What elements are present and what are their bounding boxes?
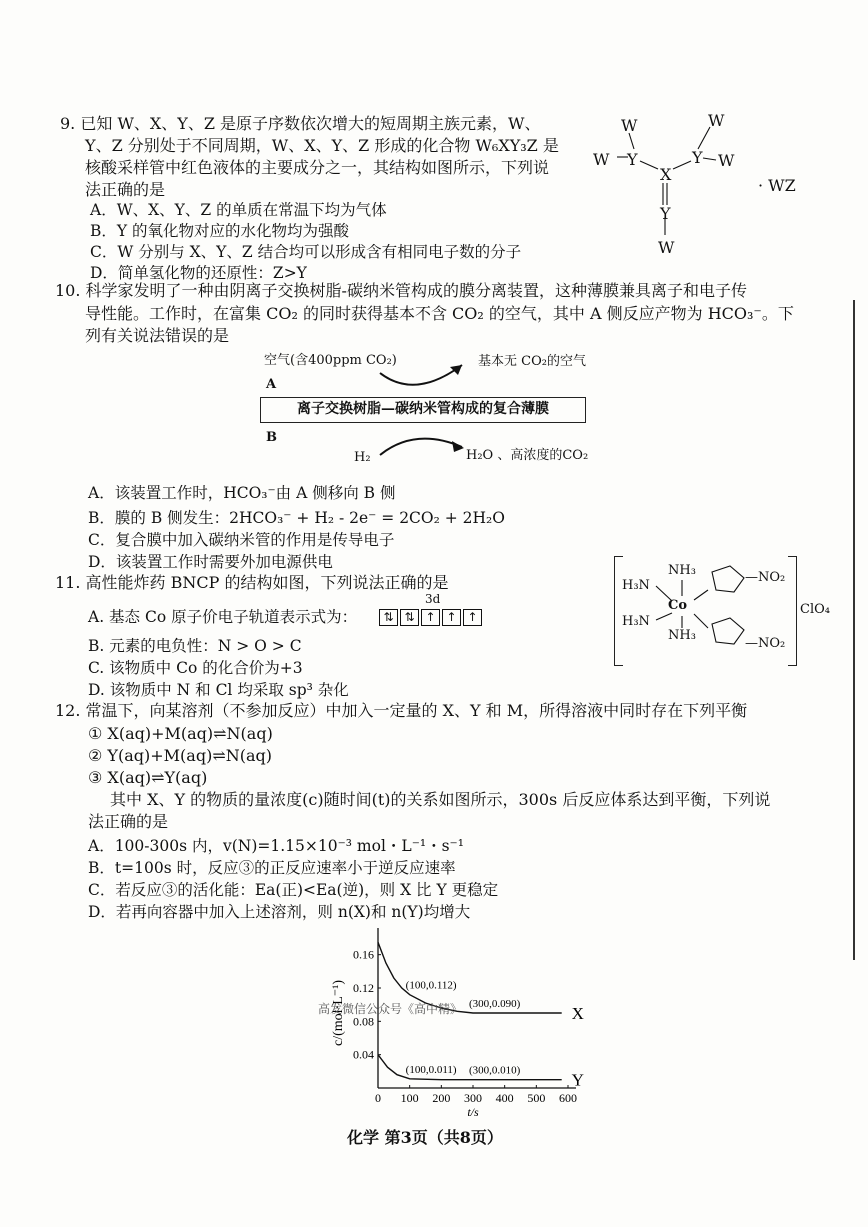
q9-option-b: B．Y 的氧化物对应的水化物均为强酸 (90, 222, 350, 240)
orbital-box: ⇅ (379, 609, 398, 626)
q9-stem-line2: Y、Z 分别处于不同周期，W、X、Y、Z 形成的化合物 W₆XY₃Z 是 (85, 136, 559, 155)
q11-option-c: C. 该物质中 Co 的化合价为+3 (88, 659, 303, 677)
q11-nh3-2: NH₃ (668, 628, 696, 643)
series-label-X: X (571, 1004, 584, 1023)
q12-option-d: D．若再向容器中加入上述溶剂，则 n(X)和 n(Y)均增大 (88, 903, 471, 921)
orbital-box: ↑ (421, 609, 440, 626)
q11-stem: 11. 高性能炸药 BNCP 的结构如图，下列说法正确的是 (55, 573, 449, 592)
data-annotation: (100,0.011) (405, 1063, 457, 1076)
q12-stem-line2: 其中 X、Y 的物质的量浓度(c)随时间(t)的关系如图所示，300s 后反应体系达到平衡，下列说 (110, 790, 771, 809)
x-tick-label: 200 (432, 1091, 451, 1105)
q12-eq1: ① X(aq)+M(aq)⇌N(aq) (88, 724, 273, 743)
q11-option-d: D. 该物质中 N 和 Cl 均采取 sp³ 杂化 (88, 681, 349, 699)
q10-air-in: 空气(含400ppm CO₂) (264, 353, 397, 368)
q10-air-out: 基本无 CO₂的空气 (478, 354, 586, 369)
y-tick-label: 0.08 (353, 1014, 374, 1029)
q10-option-b: B．膜的 B 侧发生：2HCO₃⁻ + H₂ - 2e⁻ = 2CO₂ + 2H₂O (88, 509, 505, 527)
q10-h2: H₂ (354, 450, 371, 465)
y-axis-label: c/(mol·L⁻¹) (331, 979, 346, 1047)
x-tick-label: 400 (495, 1091, 514, 1105)
q9-atom-x: X (660, 165, 672, 184)
x-tick-label: 0 (375, 1091, 381, 1105)
q10-option-d: D．该装置工作时需要外加电源供电 (88, 553, 333, 571)
q11-h3n-2: H₃N (622, 614, 650, 629)
q12-eq2: ② Y(aq)+M(aq)⇌N(aq) (88, 746, 272, 765)
y-tick-label: 0.12 (353, 981, 374, 995)
q9-atom-w5: W (658, 238, 675, 257)
x-tick-label: 500 (527, 1091, 546, 1105)
q9-atom-w1: W (621, 116, 638, 135)
q12-option-a: A．100-300s 内，v(N)=1.15×10⁻³ mol・L⁻¹・s⁻¹ (88, 837, 464, 855)
q10-side-a-label: A (266, 377, 277, 392)
q12-option-c: C．若反应③的活化能：Ea(正)<Ea(逆)，则 X 比 Y 更稳定 (88, 881, 499, 899)
y-tick-label: 0.16 (353, 947, 374, 962)
orbital-box: ⇅ (400, 609, 419, 626)
q11-orbital-diagram (379, 609, 484, 626)
q11-orbital-label: 3d (425, 592, 441, 606)
q10-stem-line2: 导性能。工作时，在富集 CO₂ 的同时获得基本不含 CO₂ 的空气，其中 A 侧反应产物为 HCO₃⁻。下 (85, 304, 794, 323)
q11-co: Co (668, 598, 688, 613)
q11-h3n-1: H₃N (622, 578, 650, 593)
q10-side-b-label: B (266, 430, 277, 445)
q12-eq3: ③ X(aq)⇌Y(aq) (88, 768, 208, 787)
q9-stem-line4: 法正确的是 (85, 180, 166, 199)
series-label-Y: Y (571, 1070, 584, 1090)
q11-option-b: B. 元素的电负性：N > O > C (88, 637, 302, 655)
page-footer: 化学 第3页（共8页） (347, 1128, 503, 1147)
q10-membrane-label: 离子交换树脂—碳纳米管构成的复合薄膜 (297, 401, 549, 417)
q9-option-c: C．W 分别与 X、Y、Z 结合均可以形成含有相同电子数的分子 (90, 243, 522, 261)
q11-no2-1: —NO₂ (745, 570, 786, 585)
q9-atom-y2: Y (692, 148, 703, 167)
q10-option-c: C．复合膜中加入碳纳米管的作用是传导电子 (88, 531, 395, 549)
page-edge-line (853, 300, 855, 960)
q12-stem-line3: 法正确的是 (88, 812, 169, 831)
q10-products: H₂O 、高浓度的CO₂ (466, 448, 589, 463)
q9-option-d: D．简单氢化物的还原性：Z>Y (90, 264, 307, 282)
q9-atom-y1: Y (627, 150, 638, 169)
q12-stem-line1: 12. 常温下，向某溶剂（不参加反应）中加入一定量的 X、Y 和 M，所得溶液中同时存在下列平衡 (55, 701, 748, 720)
x-axis-label: t/s (467, 1105, 479, 1119)
q10-flow-arrows (370, 355, 480, 465)
x-tick-label: 600 (559, 1091, 577, 1105)
q9-stem-line3: 核酸采样管中红色液体的主要成分之一，其结构如图所示，下列说 (85, 158, 550, 177)
q11-nh3-1: NH₃ (668, 563, 696, 578)
q9-option-a: A．W、X、Y、Z 的单质在常温下均为气体 (90, 201, 387, 219)
x-tick-label: 300 (464, 1091, 482, 1105)
q9-stem-line1: 9. 已知 W、X、Y、Z 是原子序数依次增大的短周期主族元素，W、 (60, 114, 541, 133)
q9-atom-w3: W (593, 150, 610, 169)
q9-atom-w2: W (708, 111, 725, 130)
y-tick-label: 0.04 (353, 1047, 374, 1062)
q10-option-a: A．该装置工作时，HCO₃⁻由 A 侧移向 B 侧 (88, 484, 396, 502)
orbital-box: ↑ (463, 609, 482, 626)
data-annotation: (300,0.010) (469, 1064, 521, 1077)
q9-atom-y3: Y (660, 204, 671, 223)
orbital-box: ↑ (442, 609, 461, 626)
q12-option-b: B．t=100s 时，反应③的正反应速率小于逆反应速率 (88, 859, 456, 877)
q9-atom-w4: W (718, 151, 735, 170)
watermark: 高发微信公众号《高中精》 (318, 1002, 463, 1016)
data-annotation: (300,0.090) (469, 998, 521, 1010)
q11-clo4: ClO₄ (800, 602, 830, 617)
x-tick-label: 100 (400, 1091, 419, 1105)
q10-stem-line1: 10. 科学家发明了一种由阴离子交换树脂-碳纳米管构成的膜分离装置，这种薄膜兼具离子和电子传 (55, 281, 747, 300)
q11-no2-2: —NO₂ (745, 636, 786, 651)
q10-stem-line3: 列有关说法错误的是 (85, 326, 230, 345)
q9-counterion-wz: · WZ (758, 176, 796, 195)
data-annotation: (100,0.112) (405, 979, 457, 992)
q11-option-a: A. 基态 Co 原子价电子轨道表示式为： (88, 608, 358, 626)
q12-concentration-chart (320, 920, 590, 1120)
